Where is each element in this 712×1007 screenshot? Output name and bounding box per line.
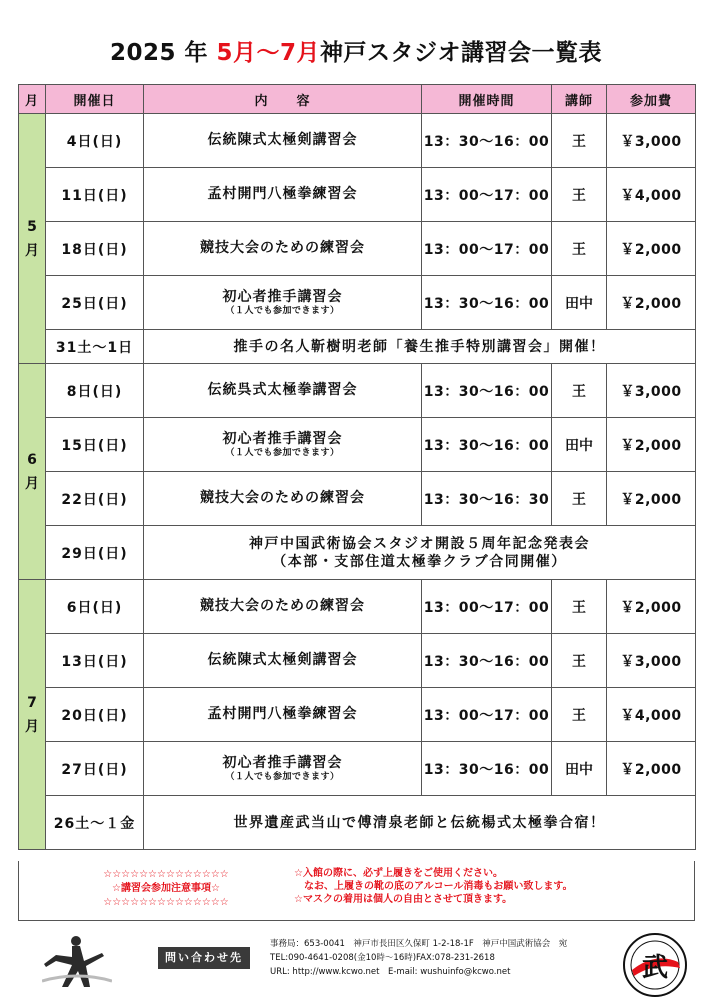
header-month: 月 [19, 85, 46, 114]
row-fee: ￥3,000 [607, 114, 696, 168]
row-fee: ￥2,000 [607, 580, 696, 634]
row-date: 13日(日) [46, 634, 144, 688]
table-row [19, 222, 696, 276]
row-teacher: 王 [552, 114, 607, 168]
table-row-event [19, 796, 696, 850]
header-fee: 参加費 [607, 85, 696, 114]
row-time: 13：00～17：00 [422, 168, 552, 222]
row-date: 26土～１金 [46, 796, 144, 850]
row-teacher: 田中 [552, 742, 607, 796]
row-time: 13：00～17：00 [422, 688, 552, 742]
row-date: 31土～1日 [46, 330, 144, 364]
contact-label: 問い合わせ先 [158, 947, 250, 969]
contact-office: 事務局：653-0041 神戸市長田区久保町 1-2-18-1F 神戸中国武術協会 宛 [270, 939, 568, 949]
row-date: 20日(日) [46, 688, 144, 742]
month-july: 7 月 [19, 580, 46, 850]
row-fee: ￥2,000 [607, 276, 696, 330]
row-event [144, 526, 696, 580]
row-content-sub: （１人でも参加できます） [225, 447, 340, 458]
row-date: 27日(日) [46, 742, 144, 796]
table-row [19, 580, 696, 634]
row-time: 13：30～16：00 [422, 364, 552, 418]
header-date: 開催日 [46, 85, 144, 114]
row-date: 15日(日) [46, 418, 144, 472]
row-date: 18日(日) [46, 222, 144, 276]
notice-line-1: ☆入館の際に、必ず上履きをご使用ください。 [294, 868, 503, 879]
table-row [19, 276, 696, 330]
notice-line-3: ☆マスクの着用は個人の自由とさせて頂きます。 [294, 894, 513, 905]
row-fee: ￥2,000 [607, 742, 696, 796]
month-june: 6 月 [19, 364, 46, 580]
table-row [19, 472, 696, 526]
row-fee: ￥3,000 [607, 634, 696, 688]
row-fee: ￥3,000 [607, 364, 696, 418]
row-fee: ￥2,000 [607, 418, 696, 472]
row-time: 13：30～16：00 [422, 634, 552, 688]
row-event-line1: 神戸中国武術協会スタジオ開設５周年記念発表会 [249, 535, 590, 552]
month-may: 5 月 [19, 114, 46, 364]
schedule-table [18, 84, 696, 850]
row-teacher: 王 [552, 634, 607, 688]
row-content: 競技大会のための練習会 [144, 472, 422, 526]
row-content-sub: （１人でも参加できます） [225, 305, 340, 316]
row-time: 13：30～16：00 [422, 114, 552, 168]
stars-top: ☆☆☆☆☆☆☆☆☆☆☆☆☆☆ [103, 869, 229, 880]
table-row [19, 418, 696, 472]
header-content: 内 容 [144, 85, 422, 114]
row-fee: ￥4,000 [607, 688, 696, 742]
row-event: 推手の名人靳樹明老師「養生推手特別講習会」開催！ [144, 330, 696, 364]
row-date: 29日(日) [46, 526, 144, 580]
row-content-sub: （１人でも参加できます） [225, 771, 340, 782]
notice-line-2: なお、上履きの靴の底のアルコール消毒もお願い致します。 [294, 881, 573, 892]
row-content-main: 初心者推手講習会 [222, 754, 343, 771]
row-content-main: 初心者推手講習会 [222, 430, 343, 447]
table-row-event [19, 526, 696, 580]
row-content: 競技大会のための練習会 [144, 580, 422, 634]
table-row-event [19, 330, 696, 364]
row-time: 13：00～17：00 [422, 580, 552, 634]
row-fee: ￥2,000 [607, 222, 696, 276]
caution-stars-block [71, 868, 261, 910]
row-time: 13：30～16：30 [422, 472, 552, 526]
footer [0, 925, 712, 1007]
row-date: 25日(日) [46, 276, 144, 330]
logo-character: 武 [641, 953, 669, 983]
row-content: 伝統陳式太極剣講習会 [144, 634, 422, 688]
title-rest: 神戸スタジオ講習会一覧表 [320, 40, 603, 66]
association-logo-icon [622, 932, 688, 998]
row-content: 伝統呉式太極拳講習会 [144, 364, 422, 418]
title-nen: 年 [184, 40, 208, 66]
row-content: 孟村開門八極拳練習会 [144, 688, 422, 742]
row-content [144, 742, 422, 796]
row-teacher: 王 [552, 168, 607, 222]
row-date: 8日(日) [46, 364, 144, 418]
row-event-line2: （本部・支部住道太極拳クラブ合同開催） [272, 553, 567, 570]
table-header-row [19, 85, 696, 114]
row-date: 4日(日) [46, 114, 144, 168]
header-teacher: 講師 [552, 85, 607, 114]
caution-heading: ☆講習会参加注意事項☆ [112, 883, 220, 894]
contact-info [270, 937, 600, 979]
table-row [19, 688, 696, 742]
row-time: 13：30～16：00 [422, 276, 552, 330]
row-content: 孟村開門八極拳練習会 [144, 168, 422, 222]
row-event: 世界遺産武当山で傅清泉老師と伝統楊式太極拳合宿！ [144, 796, 696, 850]
row-teacher: 王 [552, 688, 607, 742]
row-fee: ￥4,000 [607, 168, 696, 222]
kungfu-silhouette-icon [42, 931, 112, 989]
row-date: 22日(日) [46, 472, 144, 526]
row-time: 13：30～16：00 [422, 418, 552, 472]
table-row [19, 114, 696, 168]
table-row [19, 634, 696, 688]
row-teacher: 王 [552, 222, 607, 276]
row-time: 13：00～17：00 [422, 222, 552, 276]
row-fee: ￥2,000 [607, 472, 696, 526]
row-time: 13：30～16：00 [422, 742, 552, 796]
row-content [144, 276, 422, 330]
row-teacher: 田中 [552, 276, 607, 330]
contact-tel: TEL:090-4641-0208(金10時～16時)FAX:078-231-2618 [270, 953, 495, 963]
row-teacher: 王 [552, 580, 607, 634]
header-time: 開催時間 [422, 85, 552, 114]
title-year: 2025 [109, 40, 176, 66]
table-row [19, 742, 696, 796]
notes-box [18, 861, 695, 921]
contact-url: URL: http://www.kcwo.net E-mail: wushuinfo@kcwo.net [270, 967, 511, 977]
table-row [19, 364, 696, 418]
notice-text [294, 867, 694, 906]
row-teacher: 王 [552, 472, 607, 526]
row-teacher: 田中 [552, 418, 607, 472]
row-date: 11日(日) [46, 168, 144, 222]
row-date: 6日(日) [46, 580, 144, 634]
row-content [144, 418, 422, 472]
row-content-main: 初心者推手講習会 [222, 288, 343, 305]
stars-bottom: ☆☆☆☆☆☆☆☆☆☆☆☆☆☆ [103, 897, 229, 908]
row-teacher: 王 [552, 364, 607, 418]
title-months: 5月～7月 [216, 40, 321, 66]
table-row [19, 168, 696, 222]
row-content: 伝統陳式太極剣講習会 [144, 114, 422, 168]
row-content: 競技大会のための練習会 [144, 222, 422, 276]
page-title [0, 34, 712, 67]
